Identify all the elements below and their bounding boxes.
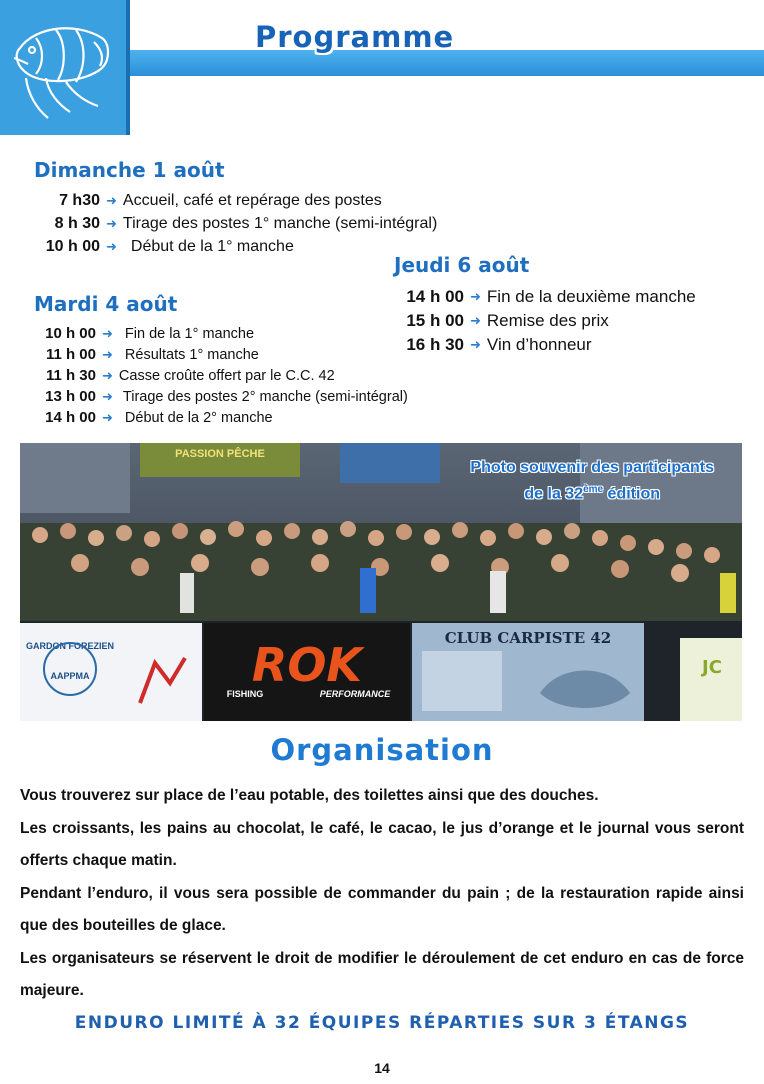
- banner-jc-text: JC: [702, 657, 722, 678]
- schedule-time: 10 h 00: [45, 237, 100, 255]
- photo-caption-line1: Photo souvenir des participants: [470, 459, 714, 476]
- schedule-dimanche: [0, 189, 437, 258]
- schedule-item: [14, 386, 408, 407]
- schedule-item: [14, 365, 408, 386]
- schedule-time: 10 h 00: [45, 325, 96, 342]
- schedule-mardi: [14, 323, 408, 428]
- photo-caption: [470, 457, 714, 505]
- organisation-paragraph: Les croissants, les pains au chocolat, le café, le cacao, le jus d’orange et le journal vous seront offerts chaque matin.: [20, 819, 744, 869]
- arrow-right-icon: ➜: [470, 289, 481, 304]
- schedule-item: [14, 344, 408, 365]
- banner-rok-performance: PERFORMANCE: [319, 689, 391, 699]
- banner-rok-text: ROK: [251, 638, 363, 692]
- fish-logo-box: [0, 0, 130, 135]
- schedule-activity: Début de la 1° manche: [130, 237, 294, 255]
- day-title-jeudi: Jeudi 6 août: [394, 253, 530, 277]
- enduro-notice: ENDURO LIMITÉ À 32 ÉQUIPES RÉPARTIES SUR 3 ÉTANGS: [74, 1013, 690, 1033]
- organisation-text: [20, 780, 744, 1008]
- arrow-right-icon: ➜: [470, 337, 481, 352]
- photo-caption-line2: [470, 479, 714, 505]
- arrow-right-icon: ➜: [106, 238, 117, 254]
- arrow-right-icon: ➜: [102, 367, 113, 383]
- schedule-time: 14 h 00: [406, 287, 464, 306]
- page-title: Programme: [255, 20, 455, 54]
- schedule-item: [392, 285, 696, 309]
- schedule-activity: Résultats 1° manche: [124, 346, 259, 363]
- arrow-right-icon: ➜: [102, 388, 113, 404]
- schedule-time: 14 h 00: [45, 409, 96, 426]
- page-number: 14: [374, 1060, 390, 1076]
- group-photo: [20, 443, 742, 721]
- arrow-right-icon: ➜: [470, 313, 481, 328]
- schedule-item: [0, 212, 437, 235]
- caption-suffix: édition: [603, 485, 660, 503]
- schedule-activity: Vin d’honneur: [486, 335, 592, 354]
- arrow-right-icon: ➜: [102, 346, 113, 362]
- arrow-right-icon: ➜: [106, 215, 117, 231]
- schedule-activity: Tirage des postes 1° manche (semi-intégral): [122, 214, 438, 232]
- schedule-time: 15 h 00: [406, 311, 464, 330]
- schedule-activity: Accueil, café et repérage des postes: [122, 191, 382, 209]
- schedule-jeudi: [392, 285, 696, 357]
- schedule-time: 7 h30: [59, 191, 100, 209]
- schedule-activity: Fin de la deuxième manche: [486, 287, 696, 306]
- organisation-paragraph: Vous trouverez sur place de l’eau potable, des toilettes ainsi que des douches.: [20, 787, 599, 804]
- banner-aappma-text: AAPPMA: [50, 671, 90, 681]
- caption-sup: ème: [583, 484, 604, 495]
- day-title-mardi: Mardi 4 août: [34, 292, 178, 316]
- schedule-activity: Remise des prix: [486, 311, 609, 330]
- banner-gardon-text: GARDON FOREZIEN: [25, 641, 115, 651]
- schedule-item: [392, 309, 696, 333]
- arrow-right-icon: ➜: [102, 409, 113, 425]
- schedule-activity: Casse croûte offert par le C.C. 42: [118, 367, 335, 384]
- schedule-time: 8 h 30: [54, 214, 100, 232]
- caption-prefix: de la 32: [524, 485, 584, 503]
- banner-rok-fishing: FISHING: [226, 689, 264, 699]
- schedule-activity: Tirage des postes 2° manche (semi-intégral): [122, 388, 408, 405]
- arrow-right-icon: ➜: [102, 325, 113, 341]
- schedule-item: [14, 323, 408, 344]
- schedule-item: [0, 189, 437, 212]
- schedule-time: 16 h 30: [406, 335, 464, 354]
- schedule-item: [14, 407, 408, 428]
- schedule-time: 13 h 00: [45, 388, 96, 405]
- banner-club-text: CLUB CARPISTE 42: [444, 629, 612, 647]
- schedule-item: [0, 235, 437, 258]
- schedule-activity: Début de la 2° manche: [124, 409, 273, 426]
- organisation-paragraph: Les organisateurs se réservent le droit de modifier le déroulement de cet enduro en cas de force majeure.: [20, 949, 744, 999]
- schedule-activity: Fin de la 1° manche: [124, 325, 255, 342]
- schedule-time: 11 h 00: [45, 346, 96, 363]
- banner-passion-text: PASSION PÊCHE: [175, 448, 265, 460]
- schedule-item: [392, 333, 696, 357]
- day-title-dimanche: Dimanche 1 août: [34, 158, 225, 182]
- organisation-title: Organisation: [270, 733, 494, 767]
- organisation-paragraph: Pendant l’enduro, il vous sera possible de commander du pain ; de la restauration rapide ainsi que des bouteilles de glace.: [20, 884, 744, 934]
- arrow-right-icon: ➜: [106, 192, 117, 208]
- carp-fish-icon: [6, 8, 118, 126]
- schedule-time: 11 h 30: [45, 367, 96, 384]
